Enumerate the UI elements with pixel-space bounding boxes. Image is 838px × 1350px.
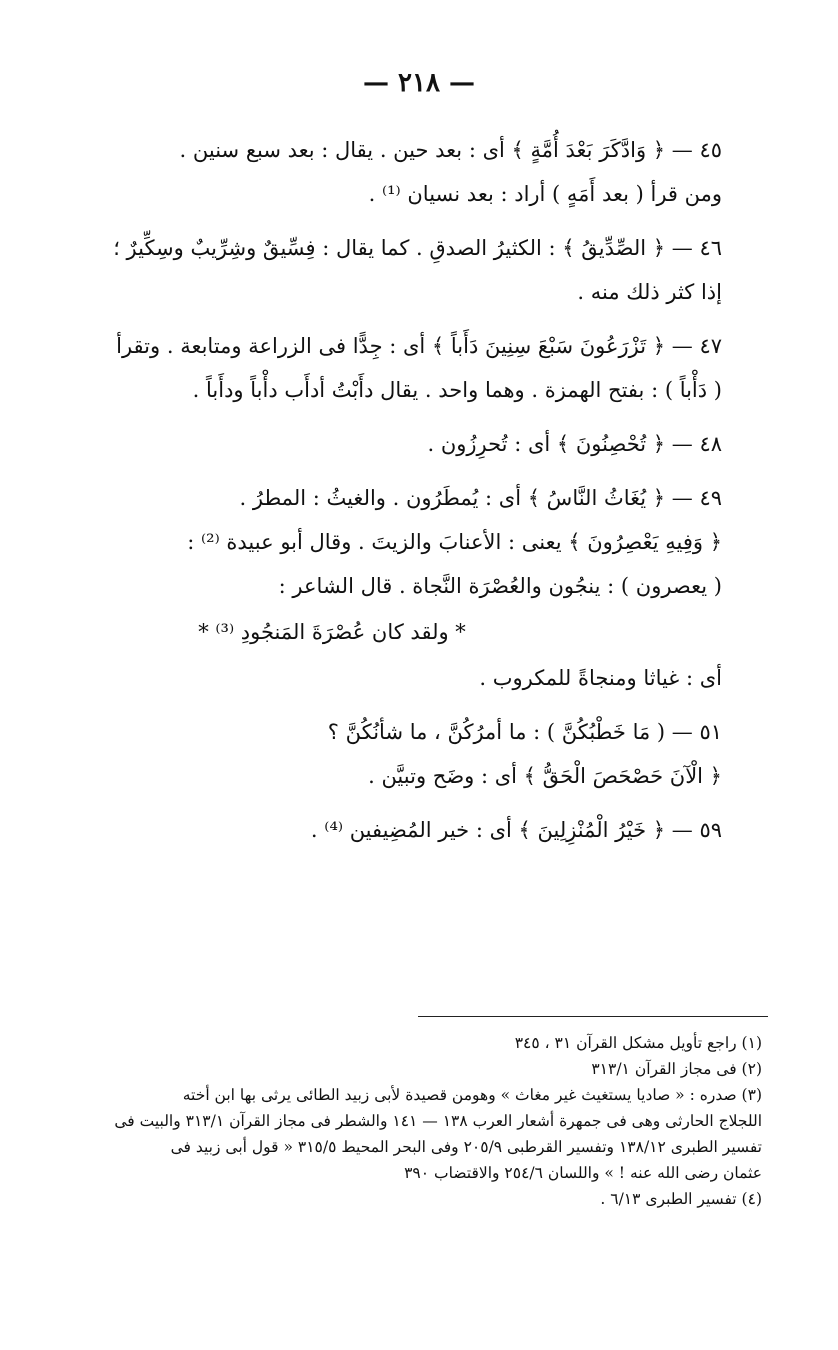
footnotes (62, 1030, 762, 1212)
entry-49 (62, 476, 722, 608)
text-line: ٤٥ — ﴿ وَادَّكَرَ بَعْدَ أُمَّةٍ ﴾ أى : بعد حين . يقال : بعد سبع سنين . (179, 138, 722, 162)
text-line: ٤٦ — ﴿ الصِّدِّيقُ ﴾ : الكثيرُ الصدقِ . كما يقال : فِسِّيقٌ وشِرِّيبٌ وسِكِّيرٌ ؛ (113, 236, 722, 260)
text-line: ( دَأْباً ) : بفتح الهمزة . وهما واحد . يقال دأَبْتُ أدأَب دأْباً ودأَباً . (192, 378, 722, 402)
entry-48 (62, 422, 722, 466)
text-line: ٥٩ — ﴿ خَيْرُ الْمُنْزِلِينَ ﴾ أى : خير المُضِيفين ⁽⁴⁾ . (310, 818, 722, 842)
entry-51 (62, 710, 722, 798)
entry-46 (62, 226, 722, 314)
footnote-2: (٢) فى مجاز القرآن ٣١٣/١ (591, 1060, 762, 1078)
footnote-4: (٤) تفسير الطبرى ٦/١٣ . (600, 1190, 762, 1208)
text-line: إذا كثر ذلك منه . (577, 280, 722, 304)
footnote-3-cont: تفسير الطبرى ١٣٨/١٢ وتفسير القرطبى ٢٠٥/٩ وفى البحر المحيط ٣١٥/٥ « قول أبى زبيد فى (170, 1138, 762, 1156)
footnote-3-cont: عثمان رضى الله عنه ! » واللسان ٢٥٤/٦ والاقتضاب ٣٩٠ (404, 1164, 762, 1182)
entry-59 (62, 808, 722, 852)
text-line: ( يعصرون ) : ينجُون والعُصْرَة النَّجاة . قال الشاعر : (278, 574, 722, 598)
text-line: ٥١ — ( مَا خَطْبُكُنَّ ) : ما أمرُكُنَّ ، ما شأنُكُنَّ ؟ (327, 720, 722, 744)
text-line: ٤٩ — ﴿ يُغَاثُ النَّاسُ ﴾ أى : يُمطَرُون . والغيثُ : المطرُ . (239, 486, 722, 510)
text-line: ﴿ وَفِيهِ يَعْصِرُونَ ﴾ يعنى : الأعنابَ والزيتَ . وقال أبو عبيدة ⁽²⁾ : (187, 530, 722, 554)
footnote-divider (418, 1016, 768, 1017)
text-line: ﴿ الْآنَ حَصْحَصَ الْحَقُّ ﴾ أى : وضَح وتبيَّن . (368, 764, 722, 788)
footnote-1: (١) راجع تأويل مشكل القرآن ٣١ ، ٣٤٥ (514, 1034, 762, 1052)
text-line: ٤٨ — ﴿ تُحْصِنُونَ ﴾ أى : تُحرِزُون . (427, 432, 722, 456)
text-line: ومن قرأ ( بعد أَمَهٍ ) أراد : بعد نسيان ⁽¹⁾ . (368, 182, 722, 206)
text-line: ٤٧ — ﴿ تَزْرَعُونَ سَبْعَ سِنِينَ دَأَباً ﴾ أى : جِدًّا فى الزراعة ومتابعة . وتقرأ (116, 334, 722, 358)
poetry-verse (62, 610, 722, 654)
verse-line: * ولقد كان عُصْرَةَ المَنجُودِ ⁽³⁾ * (198, 620, 466, 644)
entry-47 (62, 324, 722, 412)
footnote-3-cont: اللجلاج الحارثى وهى فى جمهرة أشعار العرب ١٣٨ — ١٤١ والشطر فى مجاز القرآن ٣١٣/١ والبيت فى (114, 1112, 762, 1130)
footnote-3: (٣) صدره : « صاديا يستغيث غير مغاث » وهومن قصيدة لأبى زبيد الطائى يرثى بها ابن أخته (182, 1086, 762, 1104)
text-line: أى : غياثا ومنجاةً للمكروب . (479, 666, 722, 690)
verse-gloss (62, 656, 722, 700)
entry-45 (62, 128, 722, 216)
page-number: — ٢١٨ — (362, 68, 476, 98)
main-text (62, 128, 722, 862)
